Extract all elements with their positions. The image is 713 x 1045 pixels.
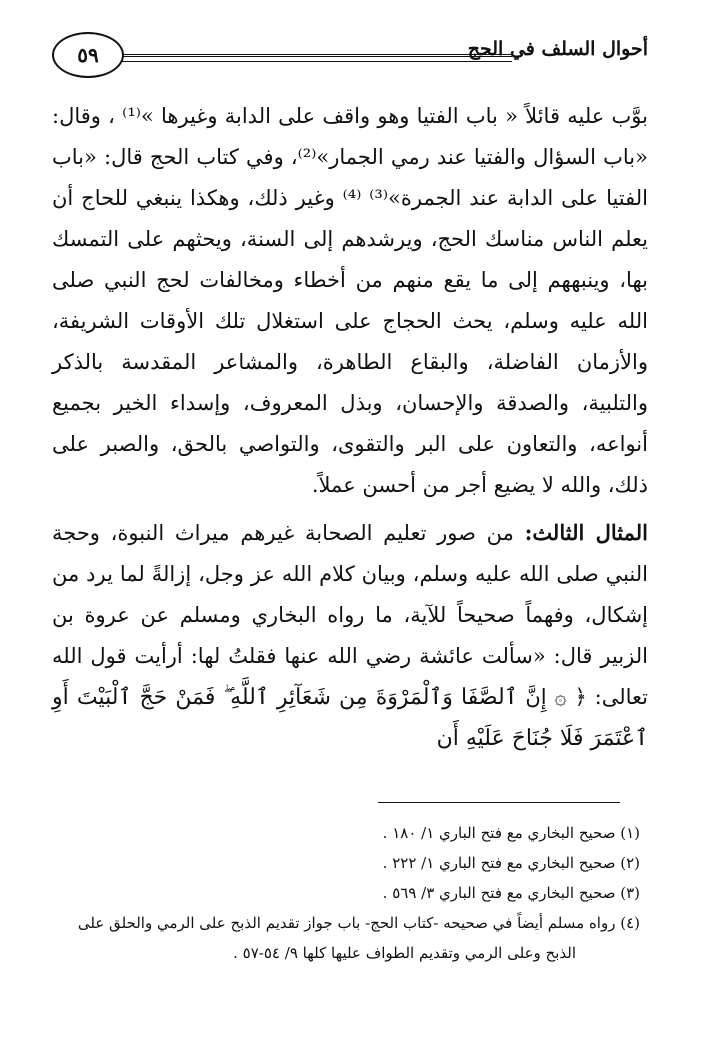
footnote-separator (378, 802, 620, 803)
header-rule-thin (122, 61, 512, 62)
footnote-1: (١) صحيح البخاري مع فتح الباري ١/ ١٨٠ . (382, 824, 640, 842)
footnote-3: (٣) صحيح البخاري مع فتح الباري ٣/ ٥٦٩ . (382, 884, 640, 902)
text-line: وسلم، يحث الحجاج على استغلال تلك الأوقات الشريفة، والأزمان (52, 309, 648, 374)
running-title: أحوال السلف في الحج (467, 38, 648, 60)
page-number: ٥٩ (52, 32, 124, 78)
footnote-4: (٤) رواه مسلم أيضاً في صحيحه -كتاب الحج- باب جواز تقديم الذبح على الرمي والحلق على (77, 914, 640, 932)
example-label: المثال الثالث: (524, 520, 648, 545)
text-line: الفاضلة، والبقاع الطاهرة، والمشاعر المقدسة بالذكر والتلبية، والصدقة (52, 350, 648, 415)
text-line: «باب السؤال والفتيا عند رمي الجمار»⁽²⁾، وفي كتاب الحج قال: «باب الفتيا (52, 145, 648, 210)
text-line: على الدابة عند الجمرة»⁽³⁾ ⁽⁴⁾ وغير ذلك، وهكذا ينبغي للحاج أن يعلم (52, 186, 648, 251)
footnote-2: (٢) صحيح البخاري مع فتح الباري ١/ ٢٢٢ . (382, 854, 640, 872)
text-line: النبي صلى الله عليه وسلم، وبيان كلام الله عز وجل، إزالةً لما يرد من إشكال، (52, 562, 648, 627)
text-line: البر والتقوى، والتواصي بالحق، والصبر على ذلك، والله لا يضيع أجر من (52, 432, 648, 497)
main-text (52, 96, 648, 759)
text-line: الناس مناسك الحج، ويرشدهم إلى السنة، ويحثهم على التمسك بها، (52, 227, 648, 292)
quran-verse: ٱلصَّفَا وَٱلْمَرْوَةَ مِن شَعَآئِرِ ٱللَّهِ ۖ فَمَنْ حَجَّ ٱلْبَيْتَ أَوِ ٱعْتَمَرَ فَلَا جُنَاحَ عَلَيْهِ أَن (52, 685, 648, 751)
text-line: «سألت عائشة رضي الله عنها فقلتُ لها: أرأيت قول الله تعالى: ﴿ ۞ إِنَّ (52, 644, 648, 709)
text-line: والإحسان، وبذل المعروف، وإسداء الخير بجميع أنواعه، والتعاون على (52, 391, 648, 456)
text-line: من صور تعليم الصحابة غيرهم ميراث النبوة، وحجة (52, 521, 525, 545)
text-line: أحسن عملاً. (311, 473, 416, 497)
text-line: وفهماً صحيحاً للآية، ما رواه البخاري ومسلم عن عروة بن الزبير قال: (52, 603, 648, 668)
paragraph-2 (52, 512, 648, 759)
paragraph-1 (52, 96, 648, 506)
footnotes (40, 818, 640, 968)
text-line: وينبههم إلى ما يقع منهم من أخطاء ومخالفات لحج النبي صلى الله عليه (52, 268, 648, 333)
header-rule (122, 54, 512, 57)
footnote-4-continued: الذبح وعلى الرمي وتقديم الطواف عليها كلها ٩/ ٥٤-٥٧ . (233, 944, 576, 962)
page-header (52, 30, 648, 80)
text-line: بوَّب عليه قائلاً « باب الفتيا وهو واقف على الدابة وغيرها »⁽¹⁾ ، وقال: (52, 104, 649, 128)
